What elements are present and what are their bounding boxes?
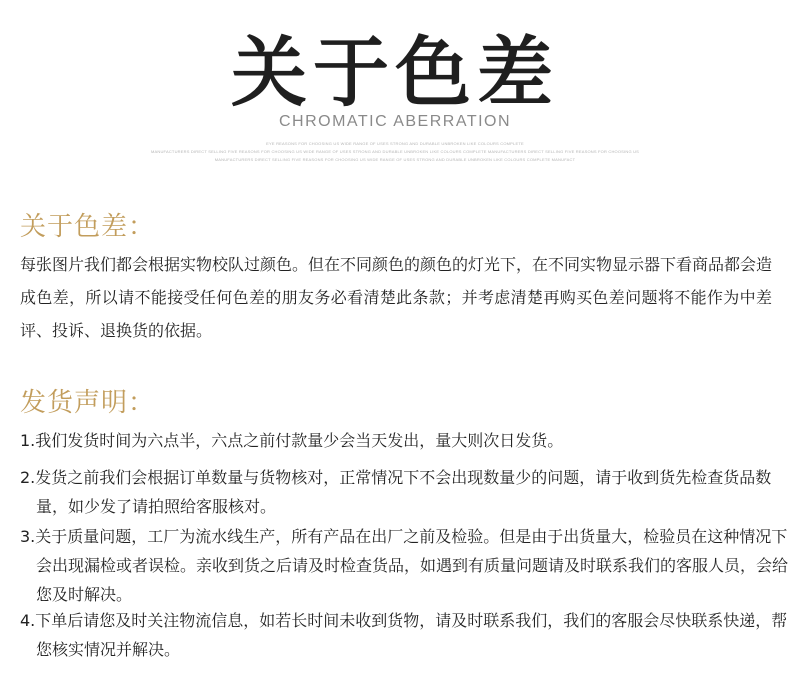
- page-title: 关于色差: [231, 28, 559, 117]
- list-item: 3.关于质量问题，工厂为流水线生产，所有产品在出厂之前及检验。但是由于出货量大，检验员在这种情况下会出现漏检或者误检。亲收到货之后请及时检查货品，如遇到有质量问题请及时联系我们的客服人员，会给您及时解决。: [20, 527, 789, 604]
- list-item: 2.发货之前我们会根据订单数量与货物核对，正常情况下不会出现数量少的问题，请于收到货先检查货品数量，如少发了请拍照给客服核对。: [20, 468, 772, 516]
- fine-print-line: MANUFACTURERS DIRECT SELLING FIVE REASONS FOR CHOOSING US WIDE RANGE OF USES STRONG AND DURABLE UNBROKEN LIKE COLOURS COMPLETE MANUFACT: [214, 157, 576, 162]
- list-item: 1.我们发货时间为六点半，六点之前付款量少会当天发出，量大则次日发货。: [20, 431, 564, 450]
- page-subtitle: CHROMATIC ABERRATION: [278, 113, 512, 130]
- section-title-shipping-statement: 发货声明：: [20, 388, 156, 418]
- color-difference-paragraph: 每张图片我们都会根据实物校队过颜色。但在不同颜色的颜色的灯光下，在不同实物显示器下看商品都会造成色差，所以请不能接受任何色差的朋友务必看清楚此条款；并考虑清楚再购买色差问题将不能作为中差评、投诉、退换货的依据。: [20, 255, 773, 340]
- header: [0, 0, 790, 175]
- fine-print-line: MANUFACTURERS DIRECT SELLING FIVE REASONS FOR CHOOSING US WIDE RANGE OF USES STRONG AND DURABLE UNBROKEN LIKE COLOURS COMPLETE MANUFACTURERS DIRECT SELLING FIVE REASONS FOR CHOOSING US: [150, 149, 640, 154]
- section-title-color-difference: 关于色差：: [20, 212, 156, 242]
- list-item: 4.下单后请您及时关注物流信息，如若长时间未收到货物，请及时联系我们，我们的客服会尽快联系快递，帮您核实情况并解决。: [20, 611, 788, 659]
- fine-print-line: EYE REASONS FOR CHOOSING US WIDE RANGE OF USES STRONG AND DURABLE UNBROKEN LIKE COLOURS COMPLETE: [266, 141, 524, 146]
